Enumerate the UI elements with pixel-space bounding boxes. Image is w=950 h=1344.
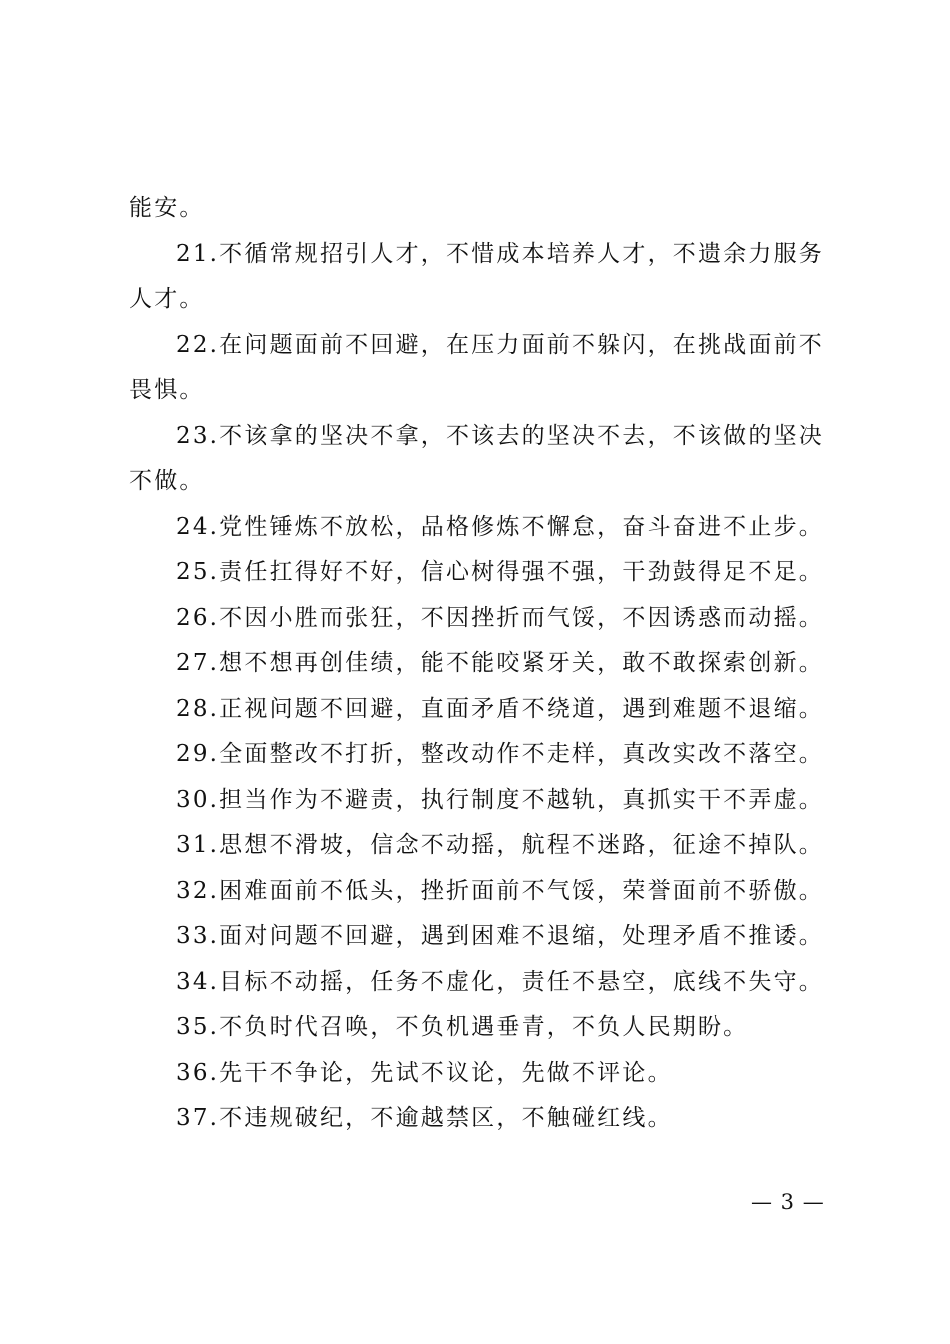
text-line: 人才。 [129, 286, 205, 312]
text-line: 能安。 [129, 195, 205, 221]
list-item-23: 23.不该拿的坚决不拿，不该去的坚决不去，不该做的坚决 [176, 422, 824, 449]
list-item-37: 37.不违规破纪，不逾越禁区，不触碰红线。 [176, 1105, 673, 1131]
document-body [129, 186, 832, 1142]
list-item-29: 29.全面整改不打折，整改动作不走样，真改实改不落空。 [176, 741, 824, 767]
text-line: 不做。 [129, 468, 205, 494]
list-item-30: 30.担当作为不避责，执行制度不越轨，真抓实干不弄虚。 [176, 786, 824, 813]
list-item-26: 26.不因小胜而张狂，不因挫折而气馁，不因诱惑而动摇。 [176, 604, 824, 631]
list-item-24: 24.党性锤炼不放松，品格修炼不懈怠，奋斗奋进不止步。 [176, 513, 824, 540]
list-item-31: 31.思想不滑坡，信念不动摇，航程不迷路，征途不掉队。 [176, 832, 824, 858]
list-item-36: 36.先干不争论，先试不议论，先做不评论。 [176, 1059, 673, 1086]
list-item-27: 27.想不想再创佳绩，能不能咬紧牙关，敢不敢探索创新。 [176, 650, 824, 676]
list-item-25: 25.责任扛得好不好，信心树得强不强，干劲鼓得足不足。 [176, 559, 824, 585]
list-item-21: 21.不循常规招引人才，不惜成本培养人才，不遗余力服务 [176, 240, 824, 267]
list-item-33: 33.面对问题不回避，遇到困难不退缩，处理矛盾不推诿。 [176, 923, 824, 949]
list-item-34: 34.目标不动摇，任务不虚化，责任不悬空，底线不失守。 [176, 968, 824, 995]
list-item-28: 28.正视问题不回避，直面矛盾不绕道，遇到难题不退缩。 [176, 695, 824, 722]
text-line: 畏惧。 [129, 377, 205, 403]
list-item-35: 35.不负时代召唤，不负机遇垂青，不负人民期盼。 [176, 1014, 749, 1040]
list-item-32: 32.困难面前不低头，挫折面前不气馁，荣誉面前不骄傲。 [176, 877, 824, 904]
page-number: — 3 — [751, 1190, 825, 1214]
list-item-22: 22.在问题面前不回避，在压力面前不躲闪，在挑战面前不 [176, 331, 824, 358]
